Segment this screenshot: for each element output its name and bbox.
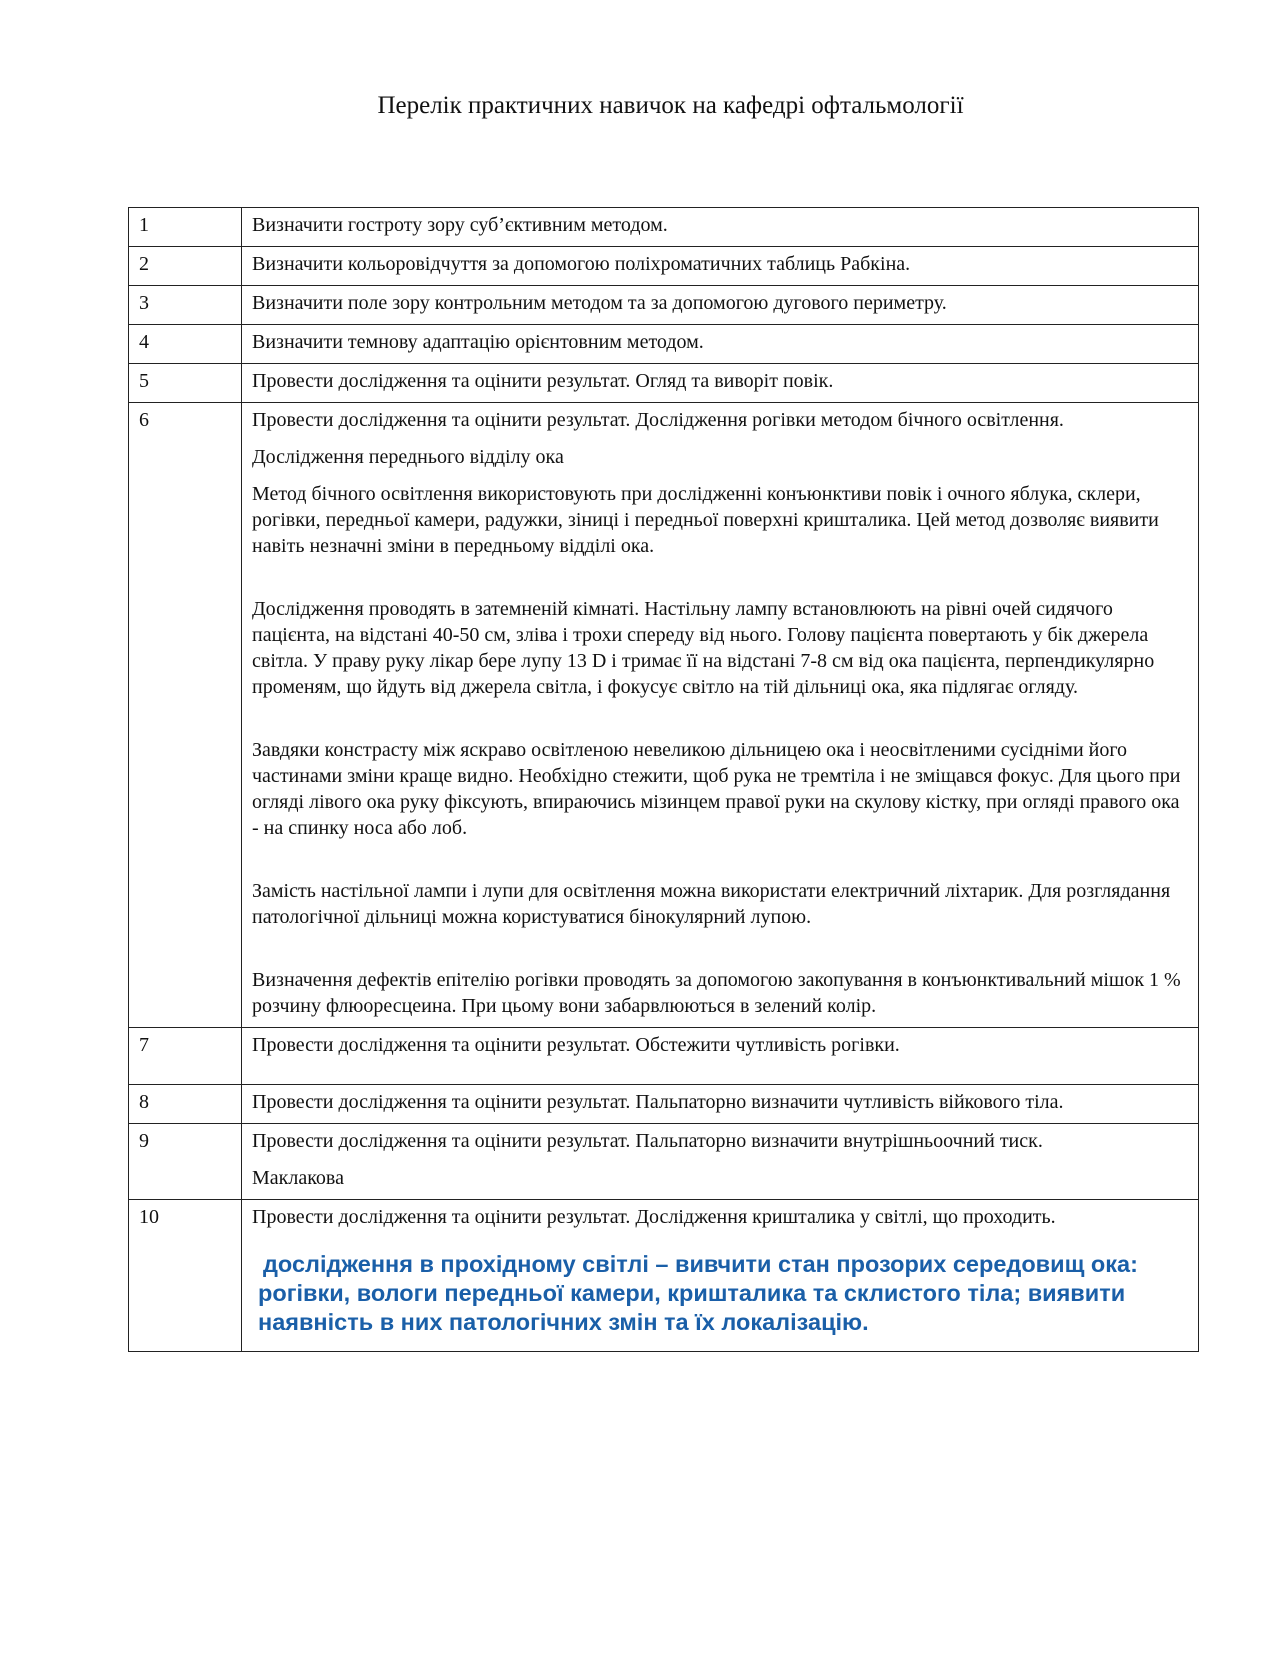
row-description — [242, 286, 1199, 325]
highlighted-note: дослідження в прохідному світлі – вивчити стан прозорих середовищ ока: рогівки, вологи передньої камери, кришталика та склистого тіла; виявити наявність в них патологічних змін та їх локалізацію. — [258, 1251, 1138, 1335]
row-text: Визначити темнову адаптацію орієнтовним методом. — [252, 331, 704, 353]
row-description — [242, 325, 1199, 364]
row-number: 8 — [129, 1085, 242, 1124]
row-number: 1 — [129, 208, 242, 247]
row-description — [242, 1200, 1199, 1352]
table-row — [129, 364, 1199, 403]
table-row — [129, 1200, 1199, 1352]
row-description — [242, 208, 1199, 247]
row-text: Провести дослідження та оцінити результат. Обстежити чутливість рогівки. — [252, 1034, 900, 1056]
row-text: Провести дослідження та оцінити результат. Пальпаторно визначити чутливість війкового тіла. — [252, 1091, 1064, 1113]
row-description — [242, 1085, 1199, 1124]
table-row — [129, 325, 1199, 364]
row-description — [242, 247, 1199, 286]
table-row — [129, 247, 1199, 286]
table-row — [129, 1124, 1199, 1200]
row-description — [242, 364, 1199, 403]
row-description — [242, 1028, 1199, 1085]
row-number: 4 — [129, 325, 242, 364]
row-description — [242, 1124, 1199, 1200]
row-text: Провести дослідження та оцінити результат. Дослідження рогівки методом бічного освітлення. — [252, 409, 1064, 431]
row-number: 5 — [129, 364, 242, 403]
row-text: Визначити кольоровідчуття за допомогою поліхроматичних таблиць Рабкіна. — [252, 253, 911, 275]
row-text: Визначити гостроту зору суб’єктивним методом. — [252, 214, 668, 236]
row-text: Визначити поле зору контрольним методом та за допомогою дугового периметру. — [252, 292, 947, 314]
row-description — [242, 403, 1199, 1028]
row-paragraph: Визначення дефектів епітелію рогівки проводять за допомогою закопування в конъюнктивальний мішок 1 % розчину флюоресцеина. При цьому вони забарвлюються в зелений колір. — [252, 969, 1181, 1017]
skills-table — [128, 207, 1199, 1352]
row-number: 6 — [129, 403, 242, 1028]
row-text: Провести дослідження та оцінити результат. Дослідження кришталика у світлі, що проходить. — [252, 1206, 1056, 1228]
row-paragraph: Маклакова — [252, 1167, 344, 1189]
row-paragraph: Дослідження проводять в затемненій кімнаті. Настільну лампу встановлюють на рівні очей сидячого пацієнта, на відстані 40-50 см, зліва і трохи спереду від нього. Голову пацієнта повертають у бік джерела світла. У праву руку лікар бере лупу 13 D і тримає її на відстані 7-8 см від ока пацієнта, перпендикулярно променям, що йдуть від джерела світла, і фокусує світло на тій дільниці ока, яка підлягає огляду. — [252, 598, 1155, 698]
row-subheading: Дослідження переднього відділу ока — [252, 446, 564, 468]
table-row — [129, 1028, 1199, 1085]
table-row — [129, 208, 1199, 247]
table-row — [129, 1085, 1199, 1124]
row-number: 9 — [129, 1124, 242, 1200]
row-paragraph: Метод бічного освітлення використовують при дослідженні конъюнктиви повік і очного яблука, склери, рогівки, передньої камери, радужки, зіниці і передньої поверхні кришталика. Цей метод дозволяє виявити навіть незначні зміни в передньому відділі ока. — [252, 483, 1159, 557]
document-title: Перелік практичних навичок на кафедрі офтальмології — [377, 92, 964, 119]
table-row — [129, 403, 1199, 1028]
row-text: Провести дослідження та оцінити результат. Огляд та виворіт повік. — [252, 370, 834, 392]
row-paragraph: Завдяки констрасту між яскраво освітленою невеликою дільницею ока і неосвітленими сусідніми його частинами зміни краще видно. Необхідно стежити, щоб рука не тремтіла і не зміщався фокус. Для цього при огляді лівого ока руку фіксують, впираючись мізинцем правої руки на скулову кістку, при огляді правого ока - на спинку носа або лоб. — [252, 739, 1181, 839]
row-text: Провести дослідження та оцінити результат. Пальпаторно визначити внутрішньоочний тиск. — [252, 1130, 1043, 1152]
table-row — [129, 286, 1199, 325]
row-number: 7 — [129, 1028, 242, 1085]
row-number: 2 — [129, 247, 242, 286]
row-number: 3 — [129, 286, 242, 325]
row-paragraph: Замість настільної лампи і лупи для освітлення можна використати електричний ліхтарик. Для розглядання патологічної дільниці можна користуватися бінокулярний лупою. — [252, 880, 1171, 928]
row-number: 10 — [129, 1200, 242, 1352]
